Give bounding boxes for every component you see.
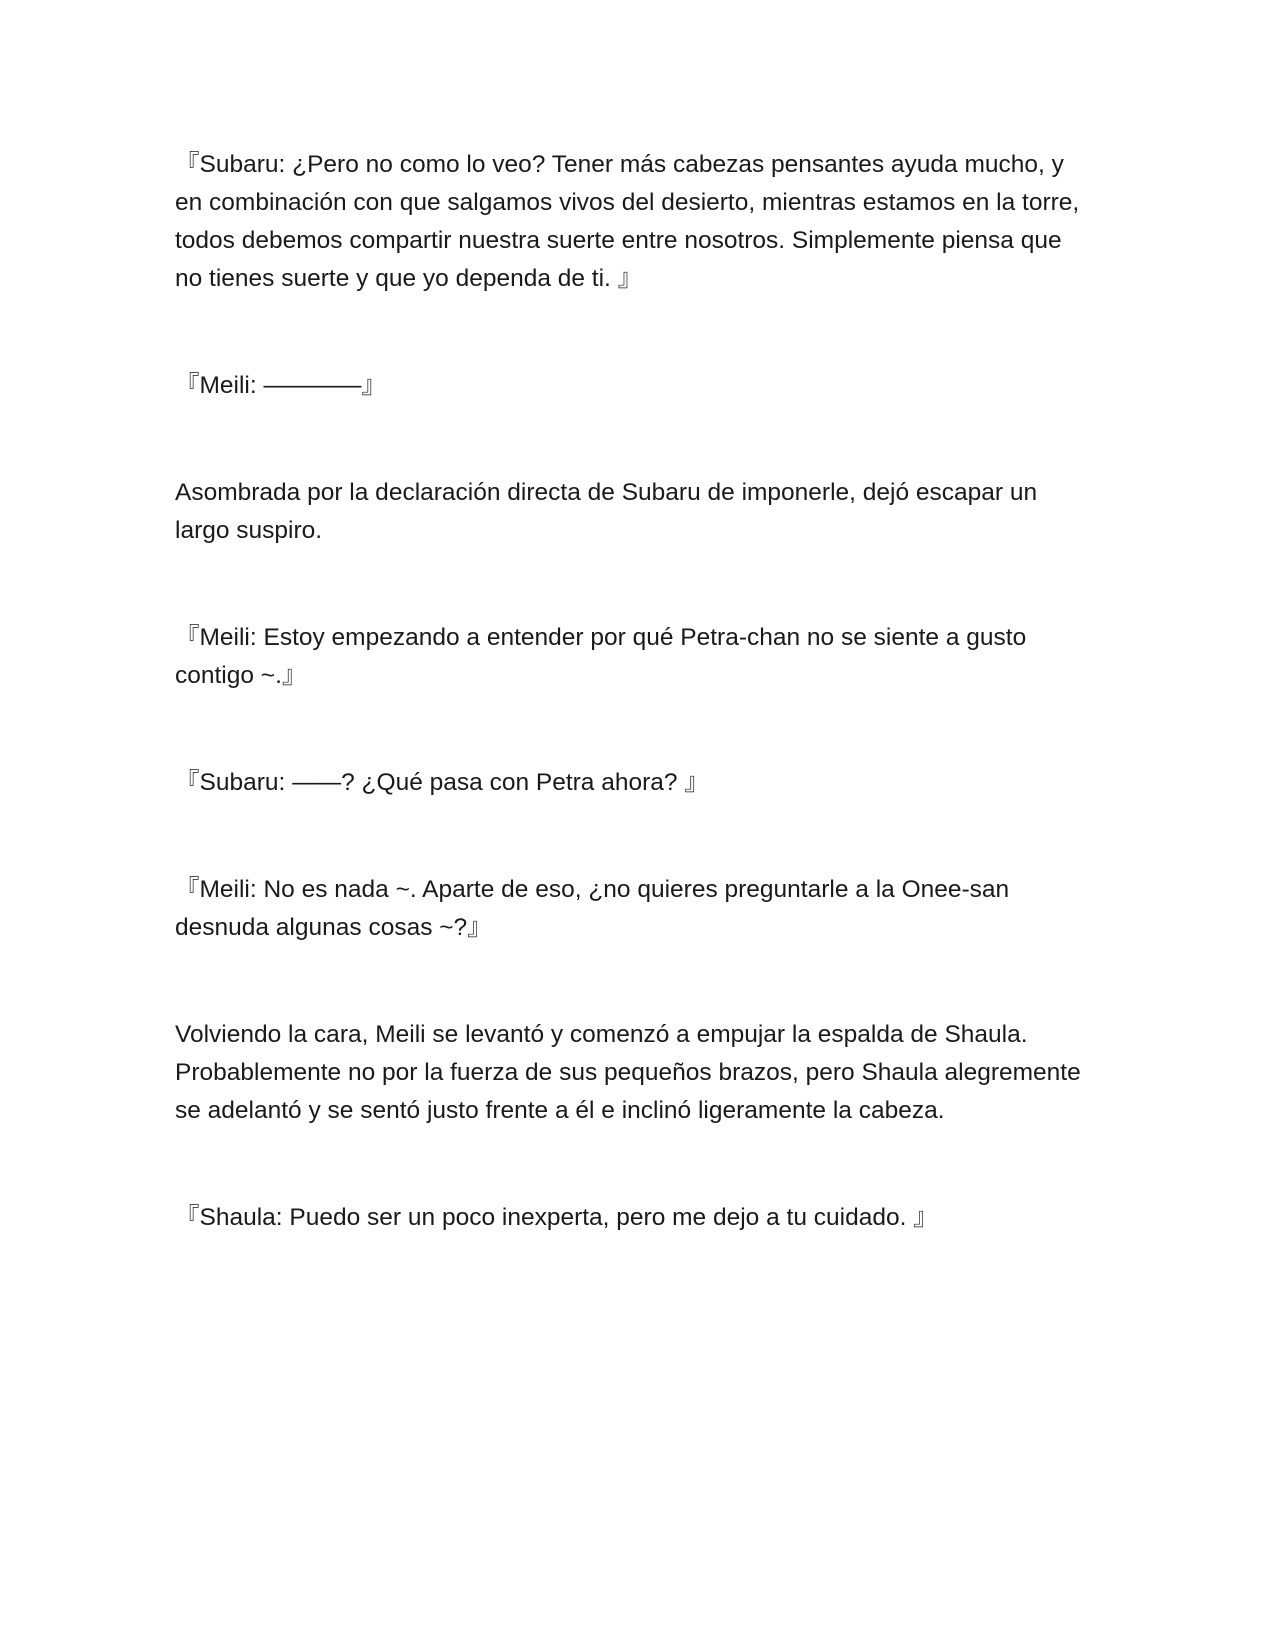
dialogue-meili-3: 『Meili: No es nada ~. Aparte de eso, ¿no quieres preguntarle a la Onee-san desnuda algunas cosas ~?』 bbox=[175, 876, 1010, 941]
dialogue-meili-2: 『Meili: Estoy empezando a entender por qué Petra-chan no se siente a gusto contigo ~.』 bbox=[175, 624, 1027, 689]
narration-2: Volviendo la cara, Meili se levantó y comenzó a empujar la espalda de Shaula. Probablemente no por la fuerza de sus pequeños brazos, pero Shaula alegremente se adelantó y se sentó justo frente a él e inclinó ligeramente la cabeza. bbox=[175, 1021, 1081, 1124]
dialogue-subaru-2: 『Subaru: ——? ¿Qué pasa con Petra ahora? 』 bbox=[175, 769, 709, 796]
document-page bbox=[175, 146, 1095, 1237]
dialogue-subaru-1: 『Subaru: ¿Pero no como lo veo? Tener más cabezas pensantes ayuda mucho, y en combinación con que salgamos vivos del desierto, mientras estamos en la torre, todos debemos compartir nuestra suerte entre nosotros. Simplemente piensa que no tienes suerte y que yo dependa de ti. 』 bbox=[175, 151, 1080, 292]
narration-1: Asombrada por la declaración directa de Subaru de imponerle, dejó escapar un largo suspiro. bbox=[175, 479, 1038, 544]
dialogue-shaula-1: 『Shaula: Puedo ser un poco inexperta, pero me dejo a tu cuidado. 』 bbox=[175, 1204, 938, 1231]
dialogue-meili-1: 『Meili: ————』 bbox=[175, 372, 386, 399]
